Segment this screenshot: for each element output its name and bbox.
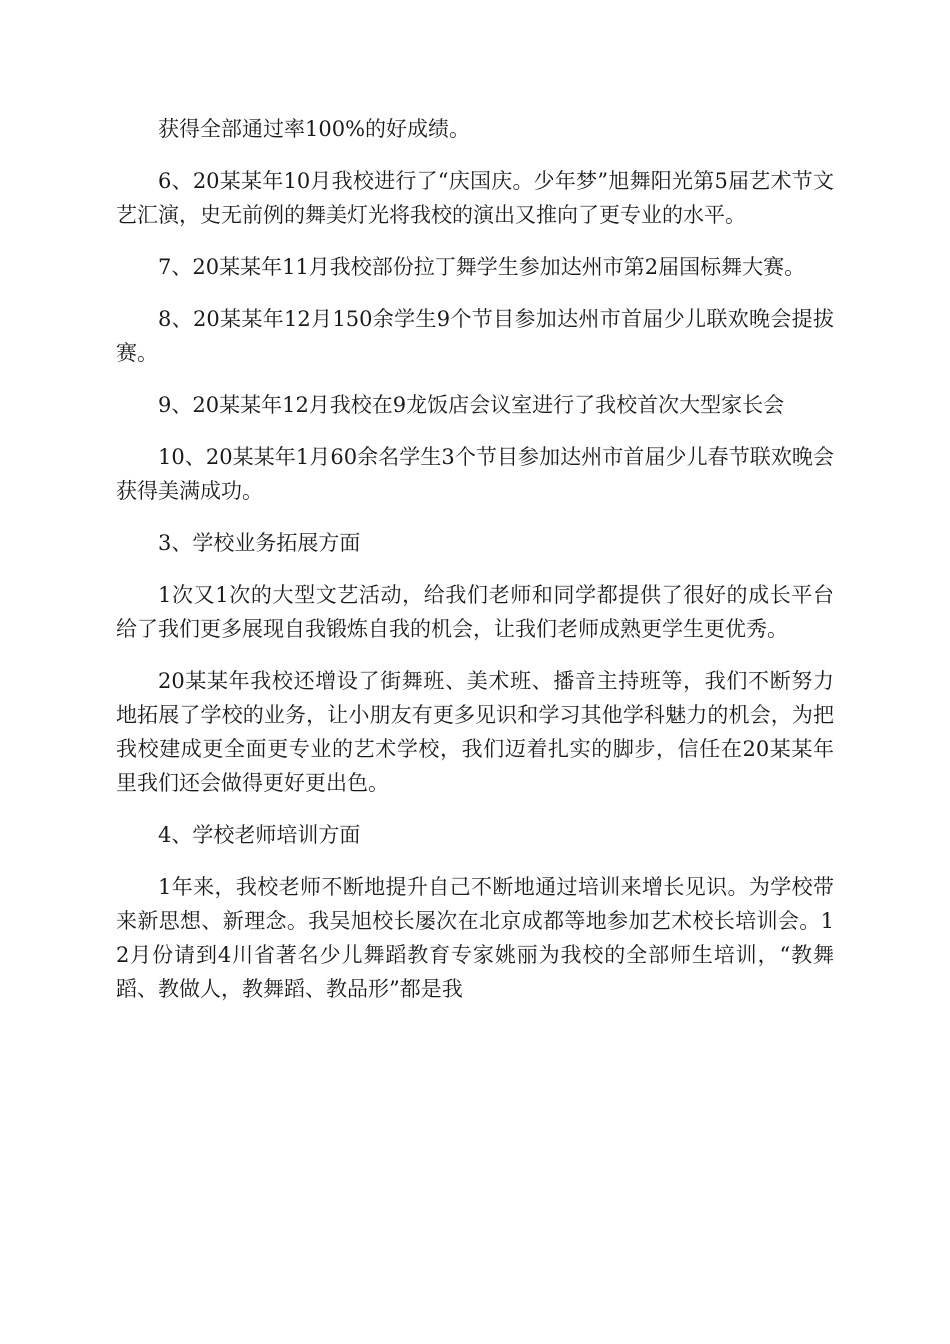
document-body [116,112,834,1024]
paragraph-item-8: 8、20某某年12月150余学生9个节目参加达州市首届少儿联欢晚会提拔赛。 [116,307,834,365]
section-heading-business: 3、学校业务拓展方面 [158,531,361,555]
paragraph-item-7: 7、20某某年11月我校部份拉丁舞学生参加达州市第2届国标舞大赛。 [158,255,806,279]
paragraph-teacher-training: 1年来，我校老师不断地提升自己不断地通过培训来增长见识。为学校带来新思想、新理念。我吴旭校长屡次在北京成都等地参加艺术校长培训会。12月份请到4川省著名少儿舞蹈教育专家姚丽为我校的全部师生培训，“教舞蹈、教做人，教舞蹈、教品形”都是我 [116,875,834,1001]
paragraph-activities: 1次又1次的大型文艺活动，给我们老师和同学都提供了很好的成长平台给了我们更多展现自我锻炼自我的机会，让我们老师成熟更学生更优秀。 [116,583,834,641]
paragraph-item-10: 10、20某某年1月60余名学生3个节目参加达州市首届少儿春节联欢晚会获得美满成功。 [116,445,834,503]
paragraph-item-9: 9、20某某年12月我校在9龙饭店会议室进行了我校首次大型家长会 [158,393,785,417]
paragraph-new-classes: 20某某年我校还增设了街舞班、美术班、播音主持班等，我们不断努力地拓展了学校的业务，让小朋友有更多见识和学习其他学科魅力的机会，为把我校建成更全面更专业的艺术学校，我们迈着扎实的脚步，信任在20某某年里我们还会做得更好更出色。 [116,669,834,795]
section-heading-training: 4、学校老师培训方面 [158,823,361,847]
paragraph-pass-rate: 获得全部通过率100%的好成绩。 [158,117,471,141]
paragraph-item-6: 6、20某某年10月我校进行了“庆国庆。少年梦”旭舞阳光第5届艺术节文艺汇演，史无前例的舞美灯光将我校的演出又推向了更专业的水平。 [116,169,834,227]
